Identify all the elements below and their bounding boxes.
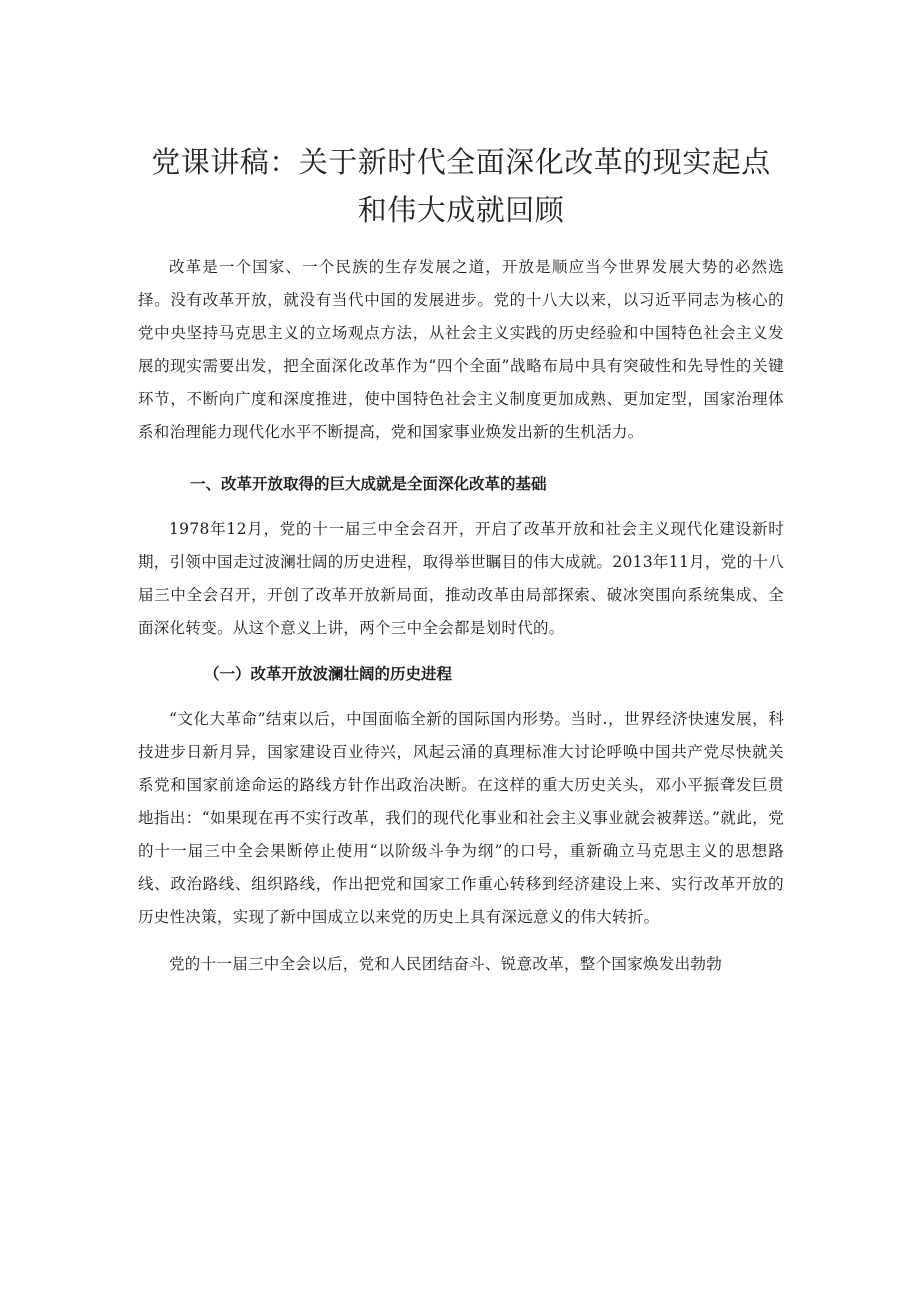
paragraph-1978: 1978年12月，党的十一届三中全会召开，开启了改革开放和社会主义现代化建设新时期，引领中国走过波澜壮阔的历史进程，取得举世瞩目的伟大成就。2013年11月，党的十八届三中全会召开，开创了改革开放新局面，推动改革由局部探索、破冰突围向系统集成、全面深化转变。从这个意义上讲，两个三中全会都是划时代的。 — [138, 520, 784, 637]
paragraph-cultural-revolution: “文化大革命”结束以后，中国面临全新的国际国内形势。当时.，世界经济快速发展，科技进步日新月异，国家建设百业待兴，风起云涌的真理标准大讨论呼唤中国共产党尽快就关系党和国家前途命运的路线方针作出政治决断。在这样的重大历史关头，邓小平振聋发巨贯地指出：“如果现在再不实行改革，我们的现代化事业和社会主义事业就会被葬送。”就此，党的十一届三中全会果断停止使用“以阶级斗争为纲”的口号，重新确立马克思主义的思想路线、政治路线、组织路线，作出把党和国家工作重心转移到经济建设上来、实行改革开放的历史性决策，实现了新中国成立以来党的历史上具有深远意义的伟大转折。 — [138, 710, 784, 926]
document-title: 党课讲稿：关于新时代全面深化改革的现实起点和伟大成就回顾 — [151, 145, 771, 227]
paragraph-after-plenum: 党的十一届三中全会以后，党和人民团结奋斗、锐意改革，整个国家焕发出勃勃 — [169, 955, 723, 973]
section-heading-1: 一、改革开放取得的巨大成就是全面深化改革的基础 — [190, 475, 547, 493]
paragraph-intro: 改革是一个国家、一个民族的生存发展之道，开放是顺应当今世界发展大势的必然选择。没有改革开放，就没有当代中国的发展进步。党的十八大以来，以习近平同志为核心的党中央坚持马克思主义的立场观点方法，从社会主义实践的历史经验和中国特色社会主义发展的现实需要出发，把全面深化改革作为“四个全面”战略布局中具有突破性和先导性的关键环节，不断向广度和深度推进，使中国特色社会主义制度更加成熟、更加定型，国家治理体系和治理能力现代化水平不断提高，党和国家事业焕发出新的生机活力。 — [138, 258, 784, 441]
subsection-heading-1: （一）改革开放波澜壮阔的历史进程 — [204, 665, 453, 683]
document-page — [138, 138, 784, 981]
